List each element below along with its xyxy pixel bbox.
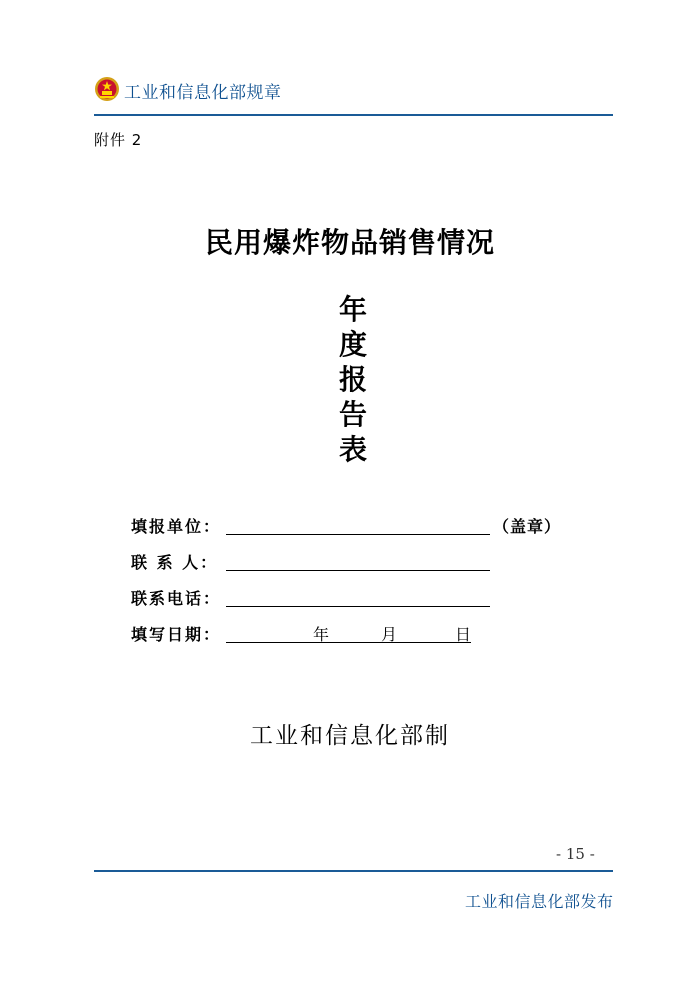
issuer: 工业和信息化部制 (250, 723, 450, 749)
date-field[interactable] (226, 642, 471, 643)
unit-row (131, 510, 591, 546)
phone-row (131, 582, 591, 618)
page-number: - 15 - (556, 845, 595, 863)
phone-label: 联系电话： (131, 589, 222, 608)
national-emblem-icon (94, 76, 120, 102)
vertical-title-char: 年 (338, 293, 367, 326)
page-header (94, 74, 613, 118)
vertical-title-char: 告 (338, 398, 367, 431)
footer-publisher: 工业和信息化部发布 (465, 892, 614, 911)
unit-label: 填报单位： (131, 517, 222, 536)
date-month: 月 (381, 625, 398, 644)
stamp-note: （盖章） (493, 517, 562, 536)
header-title: 工业和信息化部规章 (124, 83, 282, 103)
contact-row (131, 546, 591, 582)
date-row (131, 618, 591, 654)
date-label: 填写日期： (131, 625, 222, 644)
document-title: 民用爆炸物品销售情况 (204, 226, 495, 259)
phone-field[interactable] (226, 606, 490, 607)
date-day: 日 (455, 625, 472, 644)
unit-field[interactable] (226, 534, 490, 535)
attachment-label: 附件 2 (94, 131, 143, 149)
vertical-title-char: 报 (338, 363, 367, 396)
vertical-title-char: 度 (338, 328, 367, 361)
contact-label: 联 系 人： (131, 553, 219, 572)
vertical-title (335, 292, 371, 467)
footer-divider (94, 870, 613, 872)
vertical-title-char: 表 (338, 433, 367, 466)
contact-field[interactable] (226, 570, 490, 571)
date-year: 年 (313, 625, 330, 644)
header-divider (94, 114, 613, 116)
report-form (131, 510, 591, 654)
